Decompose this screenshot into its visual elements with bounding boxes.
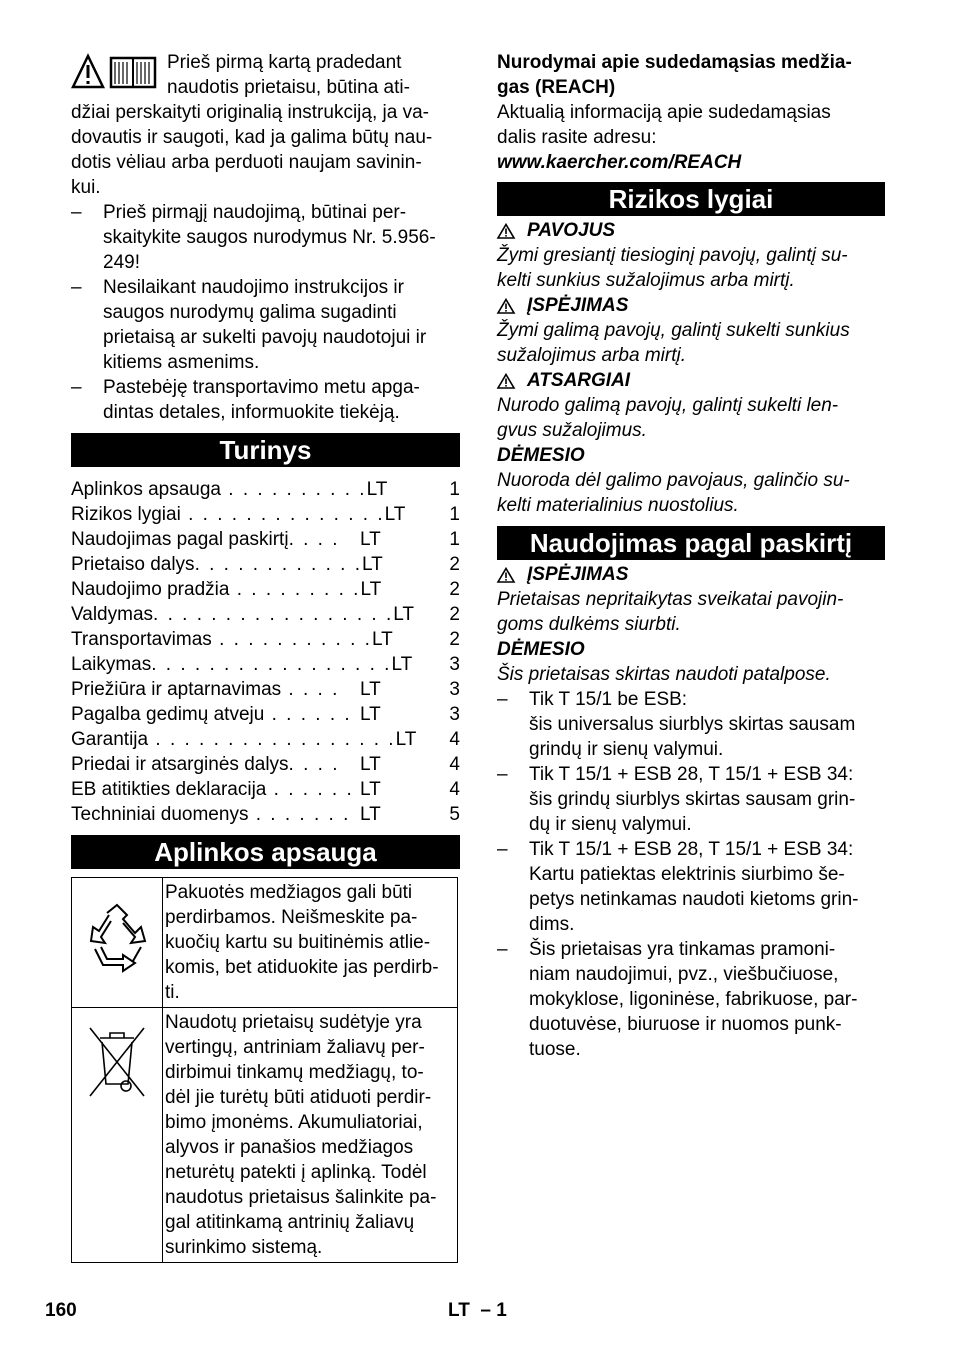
env-line: naudotus prietaisus šalinkite pa-: [165, 1187, 437, 1208]
warning-triangle-icon: [497, 223, 515, 239]
env-line: Naudotų prietaisų sudėtyje yra: [165, 1012, 422, 1033]
reach-text-line: dalis rasite adresu:: [497, 127, 657, 148]
table-of-contents: [71, 477, 460, 827]
list-item-line: dims.: [529, 914, 575, 935]
toc-label-text: Pagalba gedimų atveju: [71, 704, 265, 725]
toc-label-text: EB atitikties deklaracija: [71, 779, 267, 800]
intro-line: džiai perskaityti originalią instrukciją, ja va-: [71, 102, 429, 123]
env-text-packaging: [163, 878, 458, 1008]
notice-line: kelti materialinius nuostolius.: [497, 495, 739, 516]
toc-lang: LT: [360, 679, 381, 700]
list-item-line: saugos nurodymų galima sugadinti: [103, 302, 397, 323]
list-item: [71, 275, 460, 375]
toc-label: [71, 677, 360, 702]
toc-label-text: Garantija: [71, 729, 149, 750]
list-item-line: prietaisą ar sukelti pavojų naudotojui ir: [103, 327, 427, 348]
toc-page: 1: [449, 479, 460, 500]
reach-title: [497, 50, 885, 100]
dash-marker: –: [71, 277, 82, 298]
toc-row: [71, 502, 460, 527]
toc-label: [71, 502, 385, 527]
toc-row: [71, 702, 460, 727]
notice-line: Žymi galimą pavojų, galintį sukelti sunkius: [497, 320, 850, 341]
toc-label: [71, 527, 360, 552]
env-line: perdirbamos. Neišmeskite pa-: [165, 907, 418, 928]
env-line: dirbimui tinkamų medžiagų, to-: [165, 1062, 424, 1083]
toc-row: [71, 652, 460, 677]
toc-label-text: Priežiūra ir aptarnavimas: [71, 679, 282, 700]
toc-label: [71, 602, 393, 627]
env-line: ti.: [165, 982, 180, 1003]
toc-label-text: Aplinkos apsauga: [71, 479, 221, 500]
notice-text: [497, 393, 885, 443]
notice-heading-text: ĮSPĖJIMAS: [527, 564, 629, 585]
toc-page: 4: [449, 779, 460, 800]
toc-row: [71, 577, 460, 602]
warning-triangle-icon: [73, 56, 103, 87]
footer-lang: LT – 1: [448, 1300, 507, 1321]
notice-heading-text: PAVOJUS: [527, 220, 615, 241]
notice-line: Nuoroda dėl galimo pavojaus, galinčio su-: [497, 470, 850, 491]
notice-heading-text: DĖMESIO: [497, 639, 585, 660]
toc-lang: LT: [366, 479, 388, 500]
env-line: Pakuotės medžiagos gali būti: [165, 882, 413, 903]
toc-label: [71, 577, 360, 602]
dash-marker: –: [497, 939, 508, 960]
crossed-bin-icon: [86, 1024, 148, 1100]
toc-leader: . . . . . . . . . . . .: [194, 554, 362, 575]
toc-leader: . . . .: [288, 754, 340, 775]
toc-leader: . . . .: [281, 679, 340, 700]
dash-marker: –: [497, 689, 508, 710]
toc-leader: . . . . . .: [266, 779, 354, 800]
toc-page: 2: [449, 604, 460, 625]
list-item: [497, 937, 885, 1062]
list-item: [497, 837, 885, 937]
list-item-line: skaitykite saugos nurodymus Nr. 5.956-: [103, 227, 436, 248]
toc-label-text: Priedai ir atsarginės dalys: [71, 754, 289, 775]
toc-lang: LT: [360, 529, 381, 550]
list-item-text: [103, 275, 460, 375]
env-line: neturėtų patekti į aplinką. Todėl: [165, 1162, 427, 1183]
list-item: [497, 762, 885, 837]
notice-line: kelti sunkius sužalojimus arba mirtį.: [497, 270, 795, 291]
toc-row: [71, 477, 460, 502]
list-item-text: [103, 375, 460, 425]
env-line: alyvos ir panašios medžiagos: [165, 1137, 414, 1158]
notice-text: [497, 662, 885, 687]
env-line: komis, bet atiduokite jas perdirb-: [165, 957, 439, 978]
list-item-line: Šis prietaisas yra tinkamas pramoni-: [529, 939, 836, 960]
dash-marker: –: [497, 839, 508, 860]
toc-label: [71, 802, 360, 827]
toc-label-text: Rizikos lygiai: [71, 504, 181, 525]
notice-heading: [497, 443, 885, 468]
toc-lang: LT: [360, 779, 381, 800]
toc-leader: . . . . . . . . . . . . . . . . .: [153, 604, 394, 625]
env-line: vertingų, antriniam žaliavų per-: [165, 1037, 425, 1058]
notice-heading-text: ATSARGIAI: [527, 370, 631, 391]
list-item-line: grindų ir sienų valymui.: [529, 739, 724, 760]
list-item-line: dintas detales, informuokite tiekėją.: [103, 402, 400, 423]
intended-use-list: [497, 687, 885, 1062]
toc-label: [71, 552, 362, 577]
toc-leader: . . . . . . .: [248, 804, 351, 825]
env-line: surinkimo sistemą.: [165, 1237, 323, 1258]
toc-label: [71, 652, 391, 677]
env-text-devices: [163, 1008, 458, 1263]
notice-heading: [497, 218, 885, 243]
list-item-line: Tik T 15/1 be ESB:: [529, 689, 688, 710]
list-item-line: Nesilaikant naudojimo instrukcijos ir: [103, 277, 404, 298]
env-heading: Aplinkos apsauga: [71, 835, 460, 869]
toc-label-text: Laikymas: [71, 654, 152, 675]
list-item-line: šis grindų siurblys skirtas sausam grin-: [529, 789, 856, 810]
notice-line: Šis prietaisas skirtas naudoti patalpose.: [497, 664, 831, 685]
warning-triangle-icon: [497, 373, 515, 389]
use-heading: Naudojimas pagal paskirtį: [497, 526, 885, 560]
toc-page: 3: [449, 704, 460, 725]
toc-leader: . . . . . . . . . . . . . . . . .: [148, 729, 396, 750]
right-column: [497, 50, 885, 1062]
toc-page: 2: [449, 579, 460, 600]
toc-leader: . . . . . . . . . . . . . .: [180, 504, 385, 525]
list-item-line: šis universalus siurblys skirtas sausam: [529, 714, 856, 735]
toc-page: 1: [449, 529, 460, 550]
toc-label: [71, 702, 360, 727]
toc-row: [71, 602, 460, 627]
toc-label: [71, 477, 367, 502]
list-item-line: duotuvėse, biuruose ir nuomos punk-: [529, 1014, 842, 1035]
risk-heading: Rizikos lygiai: [497, 182, 885, 216]
list-item-line: tuose.: [529, 1039, 581, 1060]
list-item-line: petys netinkamas naudoti kietoms grin-: [529, 889, 859, 910]
notice-heading: [497, 562, 885, 587]
notice-line: Nurodo galimą pavojų, galintį sukelti len-: [497, 395, 839, 416]
intro-line: dovautis ir saugoti, kad ja galima būtų nau-: [71, 127, 433, 148]
environment-table: [71, 877, 458, 1263]
toc-lang: LT: [360, 754, 381, 775]
list-item-line: 249!: [103, 252, 140, 273]
toc-label-text: Naudojimo pradžia: [71, 579, 230, 600]
dash-marker: –: [71, 377, 82, 398]
env-line: bimo įmonėms. Akumuliatoriai,: [165, 1112, 423, 1133]
toc-leader: . . . .: [288, 529, 340, 550]
toc-page: 3: [449, 679, 460, 700]
toc-lang: LT: [395, 729, 417, 750]
notice-text: [497, 318, 885, 368]
notice-text: [497, 587, 885, 637]
notice-line: goms dulkėms siurbti.: [497, 614, 681, 635]
list-item-text: [529, 687, 885, 762]
intro-line: Prieš pirmą kartą pradedant: [167, 52, 402, 73]
toc-leader: . . . . . . . . .: [229, 579, 361, 600]
toc-page: 4: [449, 754, 460, 775]
intro-paragraph: [71, 50, 460, 200]
risk-levels: [497, 218, 885, 518]
page-number: 160: [45, 1300, 77, 1321]
notice-heading: [497, 293, 885, 318]
toc-leader: . . . . . . . . . .: [221, 479, 367, 500]
list-item: [71, 200, 460, 275]
bin-cell: [72, 1008, 163, 1263]
notice-line: sužalojimus arba mirtį.: [497, 345, 686, 366]
toc-leader: . . . . . . . . . . .: [211, 629, 372, 650]
list-item-text: [103, 200, 460, 275]
list-item-text: [529, 837, 885, 937]
list-item-text: [529, 937, 885, 1062]
notice-text: [497, 468, 885, 518]
list-item-line: Pastebėję transportavimo metu apga-: [103, 377, 420, 398]
toc-leader: . . . . . . . . . . . . . . . . .: [151, 654, 392, 675]
toc-page: 4: [449, 729, 460, 750]
dash-marker: –: [71, 202, 82, 223]
left-column: [71, 50, 460, 1263]
notice-line: gvus sužalojimus.: [497, 420, 647, 441]
env-line: dėl jie turėtų būti atiduoti perdir-: [165, 1087, 432, 1108]
toc-lang: LT: [360, 704, 381, 725]
toc-row: [71, 627, 460, 652]
manual-book-icon: [111, 58, 155, 87]
notice-text: [497, 243, 885, 293]
toc-label: [71, 727, 396, 752]
toc-row: [71, 527, 460, 552]
toc-heading: Turinys: [71, 433, 460, 467]
toc-label-text: Naudojimas pagal paskirtį: [71, 529, 289, 550]
intro-line: dotis vėliau arba perduoti naujam savinin-: [71, 152, 422, 173]
toc-lang: LT: [371, 629, 393, 650]
toc-lang: LT: [384, 504, 406, 525]
list-item-line: kitiems asmenims.: [103, 352, 260, 373]
toc-row: [71, 677, 460, 702]
notice-line: Žymi gresiantį tiesioginį pavojų, galintį su-: [497, 245, 848, 266]
toc-lang: LT: [360, 579, 382, 600]
warning-triangle-icon: [497, 567, 515, 583]
dash-marker: –: [497, 764, 508, 785]
list-item-line: mokyklose, ligoninėse, fabrikuose, par-: [529, 989, 858, 1010]
toc-row: [71, 777, 460, 802]
notice-heading: [497, 637, 885, 662]
list-item-line: Tik T 15/1 + ESB 28, T 15/1 + ESB 34:: [529, 839, 854, 860]
list-item-line: Prieš pirmąjį naudojimą, būtinai per-: [103, 202, 407, 223]
toc-lang: LT: [391, 654, 413, 675]
toc-page: 3: [449, 654, 460, 675]
notice-heading-text: ĮSPĖJIMAS: [527, 295, 629, 316]
list-item: [71, 375, 460, 425]
toc-row: [71, 727, 460, 752]
table-row: [72, 1008, 458, 1263]
reach-text-line: Aktualią informaciją apie sudedamąsias: [497, 102, 831, 123]
list-item-text: [529, 762, 885, 837]
warning-triangle-icon: [497, 298, 515, 314]
reach-title-line: gas (REACH): [497, 77, 616, 98]
notice-line: Prietaisas nepritaikytas sveikatai pavojin-: [497, 589, 844, 610]
toc-page: 1: [449, 504, 460, 525]
toc-label-text: Valdymas: [71, 604, 154, 625]
env-line: gal atitinkamą antrinių žaliavų: [165, 1212, 415, 1233]
toc-row: [71, 752, 460, 777]
toc-row: [71, 802, 460, 827]
notice-heading: [497, 368, 885, 393]
list-item-line: Kartu patiektas elektrinis siurbimo še-: [529, 864, 845, 885]
toc-lang: LT: [360, 804, 381, 825]
list-item: [497, 687, 885, 762]
list-item-line: Tik T 15/1 + ESB 28, T 15/1 + ESB 34:: [529, 764, 854, 785]
toc-page: 5: [449, 804, 460, 825]
env-line: kuočių kartu su buitinėmis atlie-: [165, 932, 431, 953]
toc-label: [71, 777, 360, 802]
toc-page: 2: [449, 554, 460, 575]
toc-leader: . . . . . .: [264, 704, 352, 725]
toc-label: [71, 752, 360, 777]
list-item-line: dų ir sienų valymui.: [529, 814, 692, 835]
toc-label-text: Transportavimas: [71, 629, 212, 650]
recycle-icon: [79, 901, 155, 977]
reach-text: [497, 100, 885, 150]
table-row: [72, 878, 458, 1008]
intro-icons: [71, 54, 163, 94]
intended-use: [497, 562, 885, 687]
toc-row: [71, 552, 460, 577]
intro-line: naudotis prietaisu, būtina ati-: [167, 77, 410, 98]
toc-label-text: Prietaiso dalys: [71, 554, 195, 575]
notice-heading-text: DĖMESIO: [497, 445, 585, 466]
reach-title-line: Nurodymai apie sudedamąsias medžia-: [497, 52, 852, 73]
toc-lang: LT: [393, 604, 414, 625]
toc-label: [71, 627, 372, 652]
reach-url: www.kaercher.com/REACH: [497, 152, 742, 173]
toc-label-text: Techniniai duomenys: [71, 804, 249, 825]
intro-line: kui.: [71, 177, 101, 198]
toc-page: 2: [449, 629, 460, 650]
toc-lang: LT: [361, 554, 383, 575]
recycle-cell: [72, 878, 163, 1008]
list-item-line: niam naudojimui, pvz., viešbučiuose,: [529, 964, 839, 985]
